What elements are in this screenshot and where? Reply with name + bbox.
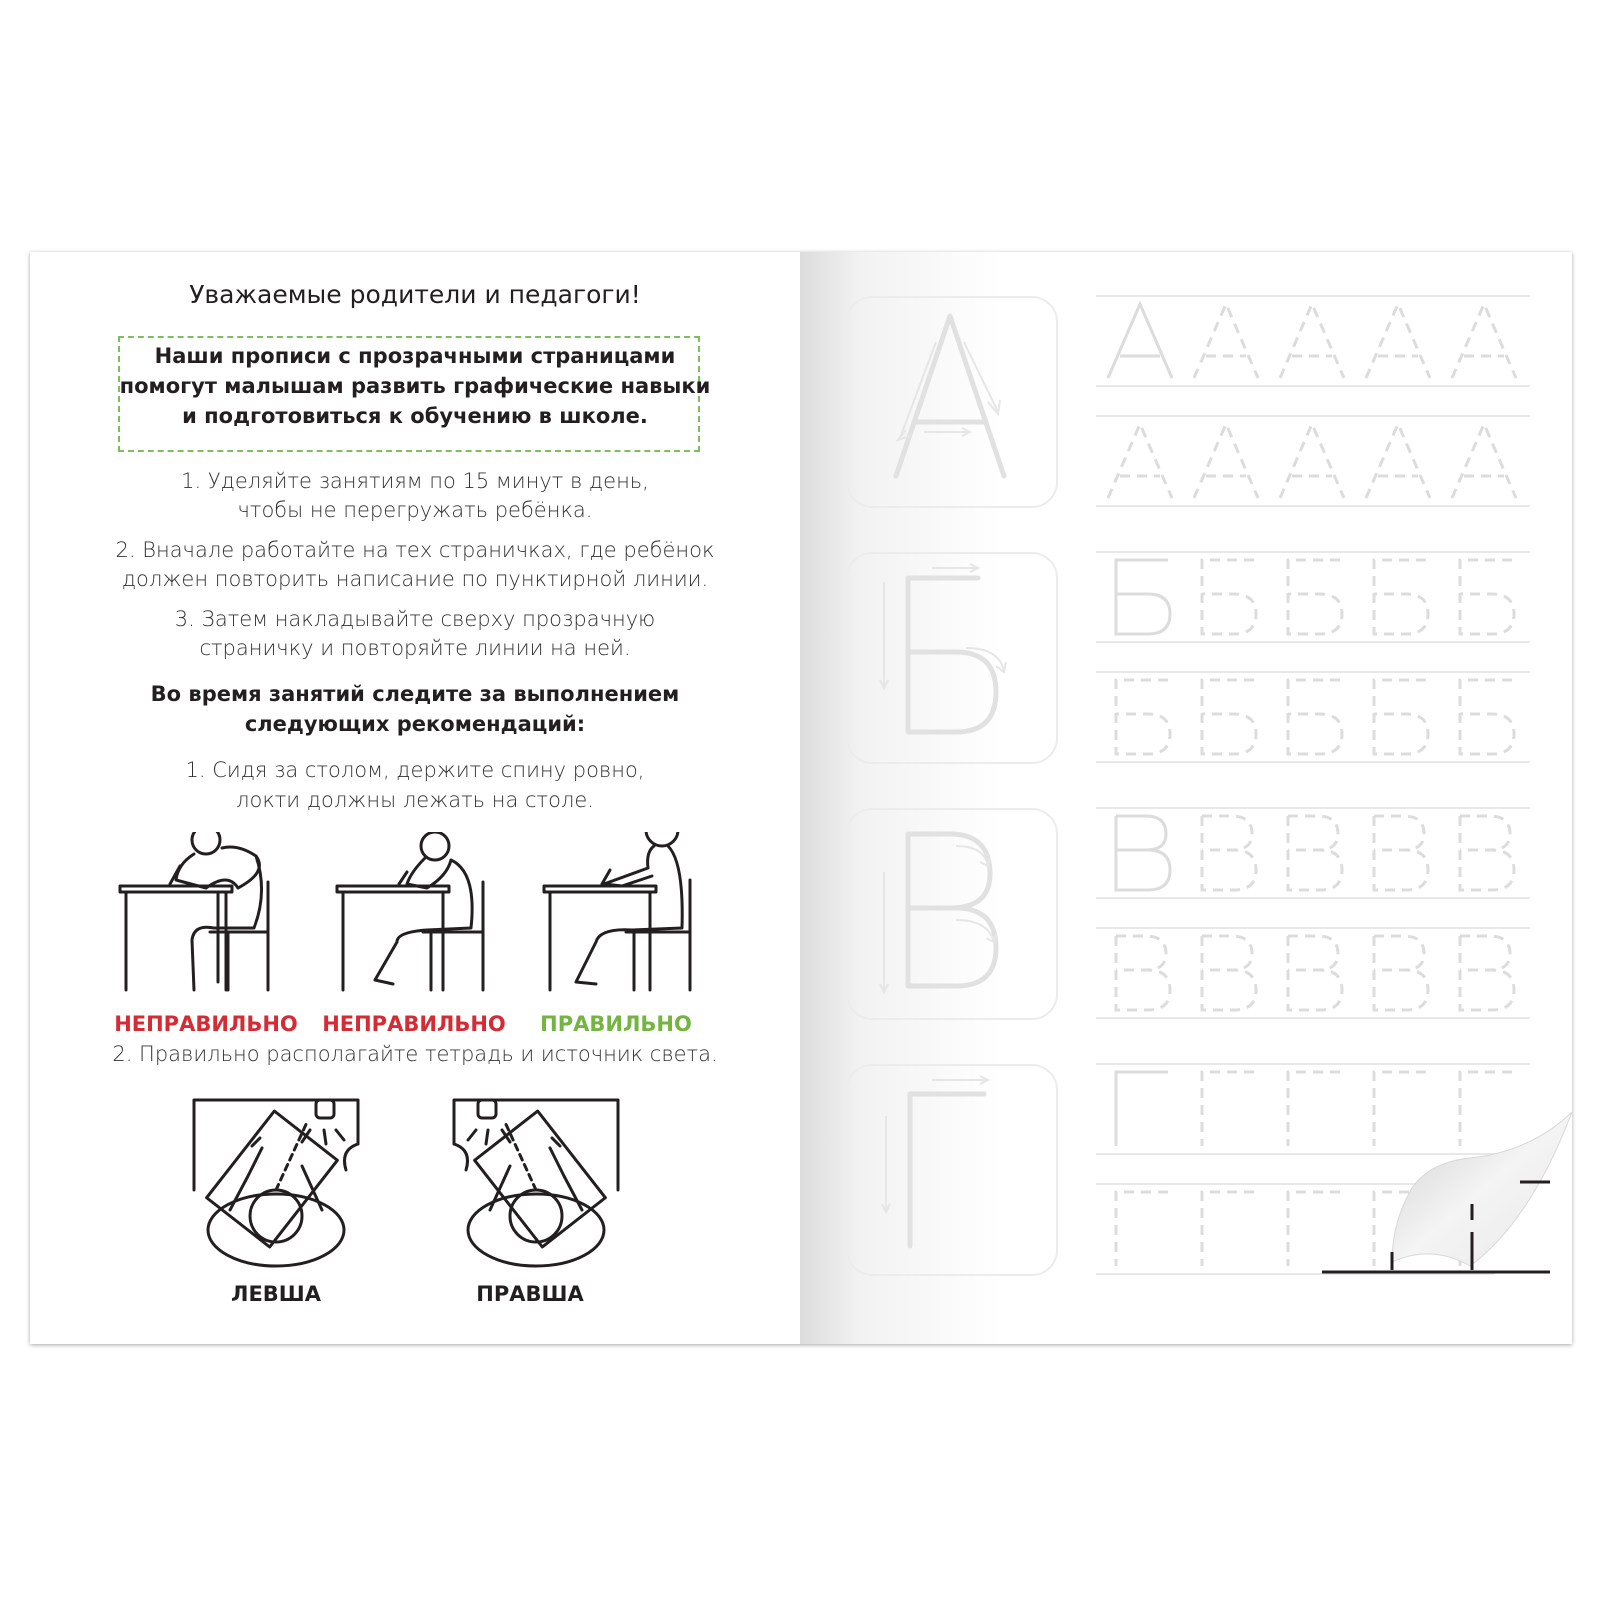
practice-letter: [1202, 936, 1256, 1010]
practice-letter: [1202, 816, 1256, 890]
rule-line: должен повторить написание по пунктирной линии.: [121, 567, 709, 591]
practice-letter: [1374, 816, 1428, 890]
practice-letter: [1194, 304, 1258, 378]
hand-label-right: ПРАВША: [476, 1282, 584, 1306]
practice-letter: [1288, 936, 1342, 1010]
practice-letter: [1116, 936, 1170, 1010]
posture-rule: локти должны лежать на столе.: [236, 788, 594, 812]
practice-letter: [1374, 936, 1428, 1010]
practice-letter: [1116, 1192, 1168, 1266]
posture-label-wrong: НЕПРАВИЛЬНО: [322, 1012, 506, 1036]
practice-letter: [1460, 680, 1514, 754]
right-page: [800, 252, 1572, 1344]
practice-letter: [1116, 1072, 1168, 1146]
posture-correct-illustration: [542, 832, 712, 1002]
posture-label-right: ПРАВИЛЬНО: [540, 1012, 692, 1036]
hand-label-left: ЛЕВША: [231, 1282, 321, 1306]
practice-letter: [1202, 680, 1256, 754]
practice-letter: [1116, 816, 1170, 890]
practice-letter: [1374, 560, 1428, 634]
posture-slouch-illustration: [118, 832, 288, 1002]
lefthand-desk-illustration: [190, 1090, 370, 1270]
rule-line: страничку и повторяйте линии на ней.: [199, 636, 631, 660]
practice-letter: [1288, 560, 1342, 634]
practice-letter: [1452, 424, 1516, 498]
practice-letter: [1280, 424, 1344, 498]
practice-letter: [1366, 304, 1430, 378]
practice-letter: [1194, 424, 1258, 498]
rule-line: чтобы не перегружать ребёнка.: [237, 498, 593, 522]
practice-letter: [1280, 304, 1344, 378]
practice-letter: [1116, 560, 1170, 634]
practice-letter: [1452, 304, 1516, 378]
rule-line: 3. Затем накладывайте сверху прозрачную: [174, 607, 656, 631]
practice-letter: [1366, 424, 1430, 498]
righthand-desk-illustration: [442, 1090, 622, 1270]
posture-lean-illustration: [335, 832, 505, 1002]
practice-letter: [1374, 680, 1428, 754]
practice-letter: [1116, 680, 1170, 754]
practice-letter: [1202, 1072, 1254, 1146]
page-curl: [1320, 1112, 1572, 1344]
practice-letter: [1288, 680, 1342, 754]
practice-letter: [1202, 1192, 1254, 1266]
recommendations-heading: следующих рекомендаций:: [244, 712, 586, 736]
posture-label-wrong: НЕПРАВИЛЬНО: [114, 1012, 298, 1036]
rule-line: 2. Вначале работайте на тех страничках, где ребёнок: [115, 538, 715, 562]
practice-letter: [1460, 560, 1514, 634]
intro-line: помогут малышам развить графические навыки: [119, 374, 711, 398]
practice-letter: [1108, 304, 1172, 378]
practice-letter: [1460, 936, 1514, 1010]
intro-line: и подготовиться к обучению в школе.: [182, 404, 648, 428]
left-page: [30, 252, 800, 1344]
practice-letter: [1460, 816, 1514, 890]
practice-letter: [1108, 424, 1172, 498]
posture-rule: 1. Сидя за столом, держите спину ровно,: [185, 758, 645, 782]
page-title: Уважаемые родители и педагоги!: [189, 280, 641, 309]
intro-line: Наши прописи с прозрачными страницами: [154, 344, 676, 368]
rule-line: 1. Уделяйте занятиям по 15 минут в день,: [181, 469, 649, 493]
practice-letter: [1202, 560, 1256, 634]
book-spread: [30, 252, 1572, 1344]
recommendations-heading: Во время занятий следите за выполнением: [150, 682, 680, 706]
practice-letter: [1288, 816, 1342, 890]
light-rule: 2. Правильно располагайте тетрадь и источник света.: [112, 1042, 718, 1066]
